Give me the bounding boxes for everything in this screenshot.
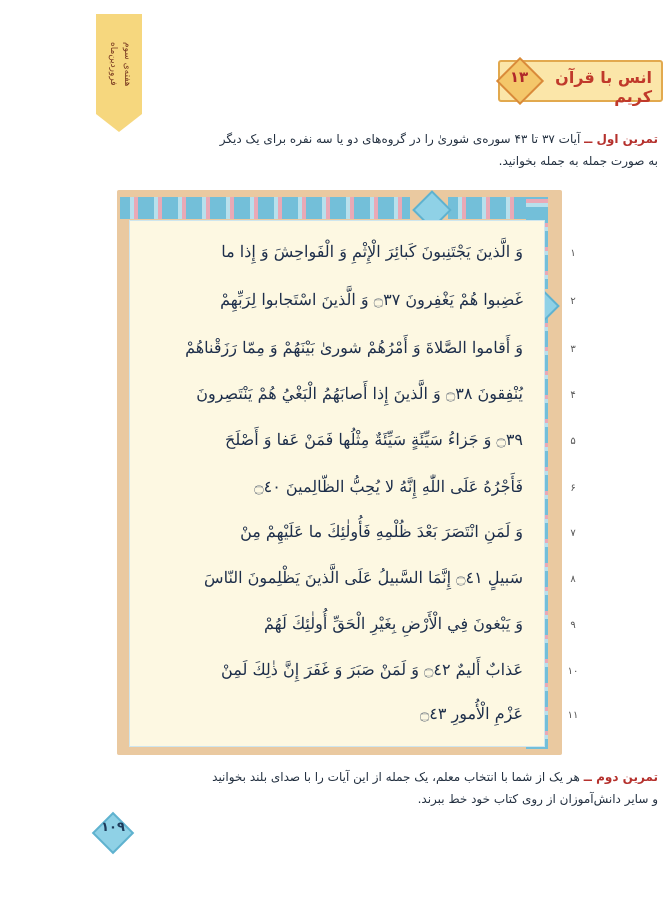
- line-number-10: ۱۰: [567, 666, 579, 677]
- line-number-9: ۹: [570, 620, 576, 631]
- line-number-4: ۴: [570, 390, 576, 401]
- lesson-title: انس با قرآن کریم: [555, 68, 652, 106]
- line-number-7: ۷: [570, 528, 576, 539]
- line-number-8: ۸: [570, 574, 576, 585]
- exercise-2-text2: و سایر دانش‌آموزان از روی کتاب خود خط ببرند.: [417, 792, 658, 806]
- exercise-1-text2: به صورت جمله به جمله بخوانید.: [498, 154, 658, 168]
- verse-line-8: سَبيلٍ ۝٤١ إِنَّمَا السَّبيلُ عَلَى الَّذينَ يَظْلِمونَ النّاسَ: [204, 568, 523, 587]
- exercise-2-text: هر یک از شما با انتخاب معلم، یک جمله از این آیات را با صدای بلند بخوانید: [212, 770, 580, 784]
- verse-line-10: عَذابٌ أَليمٌ ۝٤٢ وَ لَمَنْ صَبَرَ وَ غَفَرَ إِنَّ ذٰلِكَ لَمِنْ: [221, 660, 523, 679]
- verse-line-1: وَ الَّذينَ يَجْتَنِبونَ كَبائِرَ الْإِثْمِ وَ الْفَواحِشَ وَ إِذا ما: [221, 242, 523, 261]
- line-number-6: ۶: [570, 483, 576, 494]
- verse-line-11: عَزْمِ الْأُمورِ ۝٤٣: [419, 704, 523, 723]
- exercise-1: [40, 128, 658, 172]
- verse-line-4: يُنْفِقونَ ۝٣٨ وَ الَّذينَ إِذا أَصابَهُمُ الْبَغْيُ هُمْ يَنْتَصِرونَ: [196, 384, 523, 403]
- verse-line-6: فَأَجْرُهُ عَلَى اللّٰهِ إِنَّهُ لا يُحِبُّ الظّالِمينَ ۝٤٠: [254, 477, 523, 496]
- exercise-1-label: تمرین اول ــ: [584, 132, 658, 146]
- verse-line-7: وَ لَمَنِ انْتَصَرَ بَعْدَ ظُلْمِهِ فَأُولٰئِكَ ما عَلَيْهِمْ مِنْ: [240, 522, 523, 541]
- exercise-1-text: آیات ۳۷ تا ۴۳ سوره‌ی شوریٰ را در گروه‌های دو یا سه نفره برای یک دیگر: [219, 132, 581, 146]
- verse-line-2: غَضِبوا هُمْ يَغْفِرونَ ۝٣٧ وَ الَّذينَ اسْتَجابوا لِرَبِّهِمْ: [220, 290, 523, 309]
- week-tag-label: هفته‌ی سوم فروردین‌ماه: [108, 41, 132, 87]
- line-number-1: ۱: [570, 248, 576, 259]
- line-number-5: ۵: [570, 436, 576, 447]
- line-number-11: ۱۱: [567, 710, 579, 721]
- line-number-2: ۲: [570, 296, 576, 307]
- verse-line-3: وَ أَقاموا الصَّلاةَ وَ أَمْرُهُمْ شورىٰ بَيْنَهُمْ وَ مِمّا رَزَقْناهُمْ: [185, 338, 523, 357]
- exercise-2-label: تمرین دوم ــ: [583, 770, 658, 784]
- page-number: ۱۰۹: [101, 820, 125, 835]
- line-number-3: ۳: [570, 344, 576, 355]
- lesson-number: ۱۳: [509, 68, 529, 86]
- verse-line-9: وَ يَبْغونَ فِي الْأَرْضِ بِغَيْرِ الْحَقِّ أُولٰئِكَ لَهُمْ: [263, 614, 523, 633]
- frame-ornament-top: [120, 197, 410, 219]
- verse-line-5: ۝٣٩ وَ جَزاءُ سَيِّئَةٍ سَيِّئَةٌ مِثْلُها فَمَنْ عَفا وَ أَصْلَحَ: [225, 430, 523, 449]
- exercise-2: [40, 766, 658, 810]
